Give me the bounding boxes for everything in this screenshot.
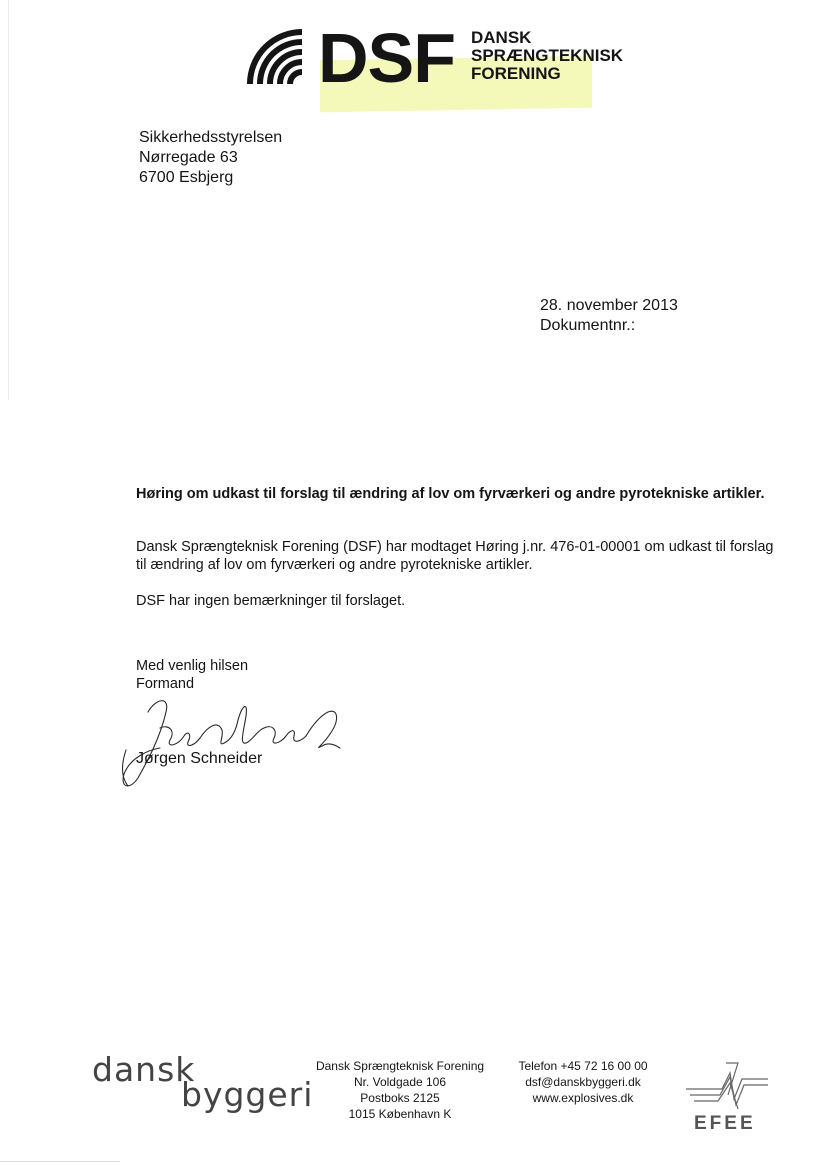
scan-edge-left — [8, 0, 9, 400]
footer-website: www.explosives.dk — [532, 1091, 634, 1105]
footer-address-line-4: 1015 København K — [348, 1107, 452, 1121]
letter-date: 28. november 2013 — [540, 297, 678, 314]
letter-subject: Høring om udkast til forslag til ændring af lov om fyrværkeri og andre pyrotekniske artikler. — [136, 486, 765, 502]
footer-email: dsf@danskbyggeri.dk — [525, 1075, 641, 1089]
letter-paragraph-2: DSF har ingen bemærkninger til forslaget. — [136, 593, 406, 609]
closing-greeting: Med venlig hilsen — [136, 658, 249, 674]
efee-logo-text: EFEE — [694, 1113, 756, 1134]
letter-closing — [136, 657, 248, 693]
org-line-1: DANSK — [471, 28, 532, 47]
dansk-byggeri-logo-word-1: dansk — [92, 1050, 196, 1089]
recipient-line-2: Nørregade 63 — [139, 149, 238, 166]
letter-paragraph-1: Dansk Sprængteknisk Forening (DSF) har modtaget Høring j.nr. 476-01-00001 om udkast til forslag til ændring af lov om fyrværkeri og andre pyrotekniske artikler. — [136, 539, 774, 573]
scan-edge-bottom — [0, 1161, 120, 1162]
recipient-address — [139, 128, 282, 188]
footer-contact — [506, 1058, 660, 1106]
dansk-byggeri-logo-word-2: byggeri — [181, 1075, 314, 1114]
document-number: Dokumentnr.: — [540, 317, 636, 334]
closing-title: Formand — [136, 676, 195, 692]
footer-address-line-3: Postboks 2125 — [360, 1091, 440, 1105]
footer-address-line-2: Nr. Voldgade 106 — [353, 1075, 447, 1089]
dsf-waves-icon — [244, 26, 320, 88]
footer-address-line-1: Dansk Sprængteknisk Forening — [315, 1059, 485, 1073]
recipient-line-3: 6700 Esbjerg — [139, 169, 234, 186]
signer-name: Jørgen Schneider — [136, 750, 263, 767]
org-line-2: SPRÆNGTEKNISK — [471, 46, 624, 65]
logo-dsf: DSF — [318, 19, 455, 97]
org-line-3: FORENING — [471, 64, 561, 83]
letter-meta — [540, 296, 678, 336]
footer-address — [308, 1058, 492, 1122]
handwritten-signature — [108, 690, 348, 794]
logo-org-name — [471, 29, 623, 83]
footer-phone: Telefon +45 72 16 00 00 — [518, 1059, 648, 1073]
recipient-line-1: Sikkerhedsstyrelsen — [139, 129, 283, 146]
efee-logo-icon — [682, 1055, 772, 1113]
